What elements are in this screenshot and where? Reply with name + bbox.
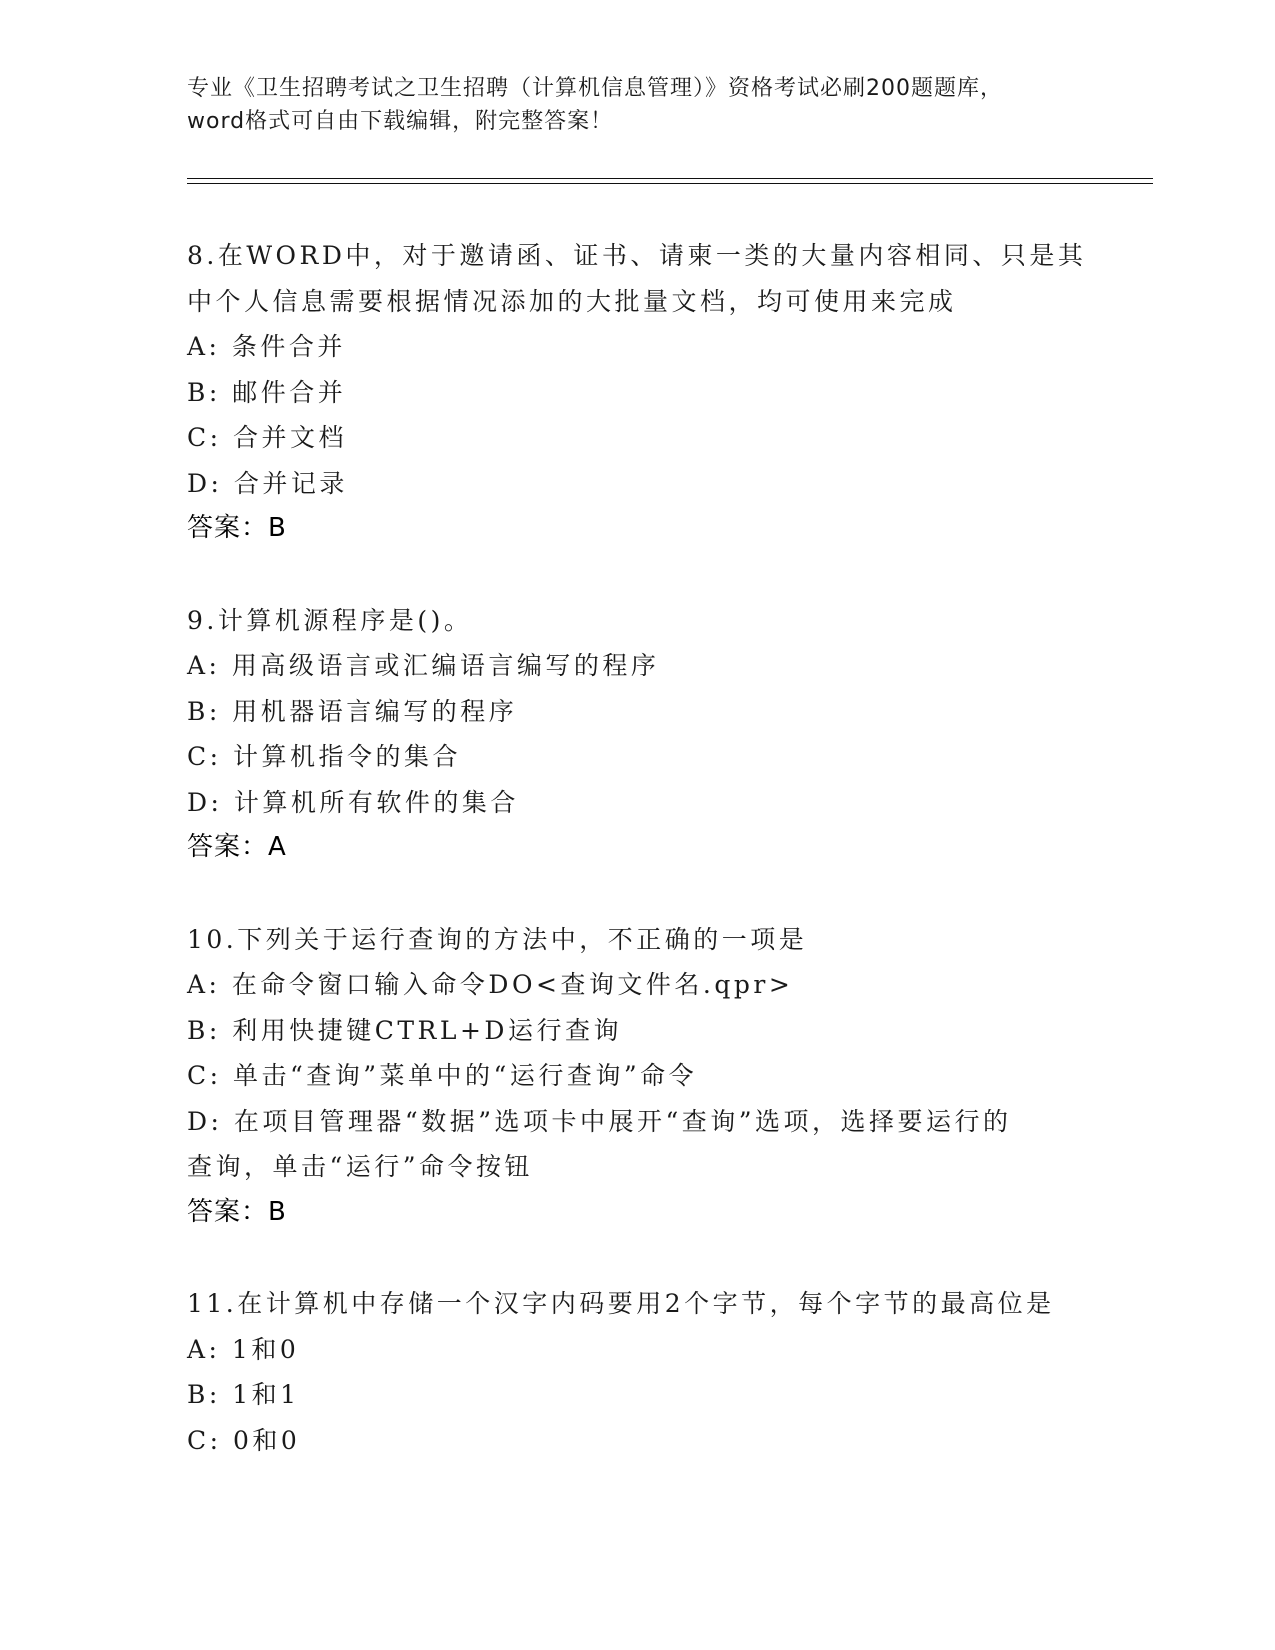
- header-title-line-2: word格式可自由下载编辑，附完整答案！: [187, 109, 614, 134]
- header-divider-top: [187, 178, 1153, 179]
- option-d: D: 在项目管理器“数据”选项卡中展开“查询”选项，选择要运行的: [187, 1106, 1012, 1136]
- header-divider-bottom: [187, 183, 1153, 184]
- option-d-continuation: 查询，单击“运行”命令按钮: [187, 1152, 534, 1181]
- option-d: D: 计算机所有软件的集合: [187, 787, 519, 817]
- question-list: [187, 233, 1087, 1509]
- option-b: B: 利用快捷键CTRL+D运行查询: [187, 1015, 622, 1045]
- header-title-line-1: 专业《卫生招聘考试之卫生招聘（计算机信息管理）》资格考试必刷200题题库，: [187, 76, 1003, 101]
- question-stem: 9.计算机源程序是()。: [187, 605, 473, 635]
- question-11: [187, 1281, 1087, 1463]
- question-stem: 10.下列关于运行查询的方法中，不正确的一项是: [187, 924, 808, 954]
- option-c: C: 0和0: [187, 1425, 301, 1455]
- option-a: A: 1和0: [187, 1334, 300, 1364]
- question-10: [187, 917, 1087, 1236]
- option-b: B: 用机器语言编写的程序: [187, 696, 518, 726]
- option-b: B: 1和1: [187, 1380, 300, 1409]
- option-a: A: 在命令窗口输入命令DO<查询文件名.qpr>: [187, 970, 794, 999]
- document-header: [187, 72, 1087, 138]
- answer-label: 答案：B: [187, 513, 287, 543]
- question-stem: 8.在WORD中，对于邀请函、证书、请柬一类的大量内容相同、只是其: [187, 241, 1087, 270]
- option-a: A: 条件合并: [187, 332, 346, 361]
- option-b: B: 邮件合并: [187, 377, 347, 407]
- question-stem: 11.在计算机中存储一个汉字内码要用2个字节，每个字节的最高位是: [187, 1289, 1055, 1318]
- option-d: D: 合并记录: [187, 468, 348, 498]
- answer-label: 答案：A: [187, 832, 287, 862]
- answer-label: 答案：B: [187, 1196, 287, 1227]
- question-9: [187, 598, 1087, 871]
- option-a: A: 用高级语言或汇编语言编写的程序: [187, 651, 660, 680]
- question-stem: 中个人信息需要根据情况添加的大批量文档，均可使用来完成: [187, 286, 957, 316]
- question-8: [187, 233, 1087, 552]
- option-c: C: 计算机指令的集合: [187, 742, 461, 771]
- option-c: C: 合并文档: [187, 423, 347, 452]
- option-c: C: 单击“查询”菜单中的“运行查询”命令: [187, 1061, 698, 1090]
